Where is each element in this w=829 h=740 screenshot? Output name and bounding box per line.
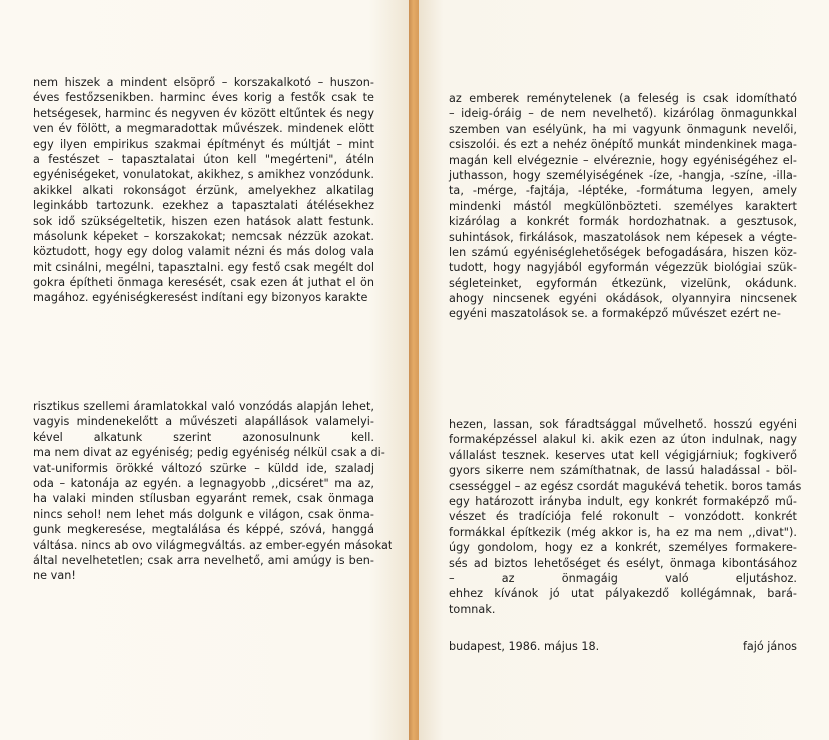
text-line: vagyis mindenekelőtt a művészeti alapállások valamelyi- xyxy=(33,415,374,429)
text-line: gyors sikerre nem számíthatnak, de lassú haladással - böl- xyxy=(449,464,797,478)
text-line: gunk megkeresése, megtalálása és képpé, szóvá, hanggá xyxy=(33,523,374,537)
text-line: egyéniségeket, vonulatokat, akikhez, s amikhez vonzódunk. xyxy=(33,168,374,182)
text-line: kével alkatunk szerint azonosulnunk kell. xyxy=(33,430,374,444)
text-line: len számú egyéniséglehetőségek befogadására, hiszen köz- xyxy=(449,245,797,259)
left-top-paragraph xyxy=(33,75,374,306)
text-line: formákkal építkezik (még akkor is, ha ez ma nem ,,divat"). xyxy=(449,525,797,539)
text-line: tudott, hogy nagyjából egyformán végezzük biológiai szük- xyxy=(449,261,797,275)
signature-line xyxy=(449,640,797,653)
text-line: leginkább tartozunk. ezekhez a tapasztalati átélésekhez xyxy=(33,199,374,213)
text-line: vat-uniformis örökké változó szürke – küldd ide, szaladj xyxy=(33,461,374,475)
text-line: – ideig-óráig – de nem nevelhető). kizárólag önmagunkkal xyxy=(449,107,797,121)
text-line: a festészet – tapasztalatai úton kell "megérteni", átéln xyxy=(33,152,374,166)
text-line: kizárólag a konkrét formák hordozhatnak. a gesztusok, xyxy=(449,215,797,229)
text-line: váltása. nincs ab ovo világmegváltás. az ember-egyén másokat xyxy=(33,538,393,552)
text-line: ta, -mérge, -fajtája, -léptéke, -formátuma legyen, amely xyxy=(449,184,797,198)
text-line: szemben van esélyünk, ha mi vagyunk önmagunk nevelői, xyxy=(449,122,797,136)
text-line: – az önmagáig való eljutáshoz. xyxy=(449,571,797,585)
text-line: gokra építheti önmaga keresését, csak ezen át juthat el ön xyxy=(33,276,374,290)
text-line: mindenki mástól megkülönbözteti. személyes karaktert xyxy=(449,199,797,213)
text-line: ne van! xyxy=(33,569,76,583)
author-name: fajó jános xyxy=(742,640,797,653)
text-line: suhintások, firkálások, maszatolások nem képesek a végte- xyxy=(449,230,797,244)
text-line: ven év fölött, a megmaradottak művészek. mindenek elött xyxy=(33,122,374,136)
text-line: hetségesek, harminc és negyven év között eltűntek és negy xyxy=(33,106,374,120)
book-spine xyxy=(409,0,419,740)
text-line: által nevelhetetlen; csak arra nevelhető, ami amúgy is ben- xyxy=(33,553,374,567)
text-line: sés ad biztos lehetőséget és esélyt, önmaga kibontásához xyxy=(449,556,797,570)
place-date: budapest, 1986. május 18. xyxy=(449,640,600,653)
text-line: vészet és tradíciója felé rokonult – vonzódott. konkrét xyxy=(449,510,797,524)
right-top-paragraph xyxy=(449,91,797,322)
text-line: ehhez kívánok jó utat pályakezdő kollégámnak, bará- xyxy=(449,587,797,601)
text-line: nincs sehol! nem lehet más dolgunk e világon, csak önma- xyxy=(33,507,374,521)
text-line: az emberek reménytelenek (a feleség is csak idomítható xyxy=(449,92,797,105)
text-line: csességgel – az egész csordát magukévá tehetik. boros tamás xyxy=(449,479,802,493)
text-line: oda – katonája az egyén. a legnagyobb ,,dicséret" ma az, xyxy=(33,476,374,490)
text-line: éves festőzsenikben. harminc éves korig a festők csak te xyxy=(33,91,374,105)
text-line: ma nem divat az egyéniség; pedig egyéniség nélkül csak a di- xyxy=(33,446,385,460)
text-line: úgy gondolom, hogy ez a konkrét, személyes formakere- xyxy=(449,541,797,555)
text-line: nem hiszek a mindent elsöprő – korszakalkotó – huszon- xyxy=(33,76,374,89)
text-line: tomnak. xyxy=(449,602,496,616)
text-line: vállalást tesznek. keserves utat kell végigjárniuk; fogkiverő xyxy=(449,448,797,462)
text-line: ahogy nincsenek egyéni okádások, olyannyira nincsenek xyxy=(449,292,797,306)
text-line: formaképzéssel alakul ki. akik ezen az úton indulnak, nagy xyxy=(449,433,797,447)
text-line: mit csinálni, megélni, tapasztalni. egy festő csak megélt dol xyxy=(33,260,374,274)
text-line: magán kell elvégeznie – elvéreznie, hogy egyéniségéhez el- xyxy=(449,153,797,167)
text-line: ségleteinket, egyformán étkezünk, vizelünk, okádunk. xyxy=(449,276,797,290)
text-line: juthasson, hogy személyiségének -íze, -hangja, -színe, -illa- xyxy=(449,168,797,182)
text-line: ha valaki minden stílusban egyaránt remek, csak önmaga xyxy=(33,492,374,506)
text-line: hezen, lassan, sok fáradtsággal művelhető. hosszú egyéni xyxy=(449,418,797,431)
text-line: egy ilyen empirikus szakmai építményt és múltját – mint xyxy=(33,137,374,151)
text-line: akikkel alkati rokonságot érzünk, amelyekhez alkatilag xyxy=(33,183,374,197)
text-line: magához. egyéniségkeresést indítani egy bizonyos karakte xyxy=(33,291,368,305)
left-bottom-paragraph xyxy=(33,399,393,584)
text-line: másolunk képeket – korszakokat; nemcsak nézzük azokat. xyxy=(33,229,374,243)
text-line: egy határozott irányba indult, egy konkrét formaképző mű- xyxy=(449,494,797,508)
text-line: risztikus szellemi áramlatokkal való vonzódás alapján lehet, xyxy=(33,400,374,413)
text-line: köztudott, hogy egy dolog valamit nézni és más dolog vala xyxy=(33,245,374,259)
text-line: egyéni maszatolások se. a formaképző művészet ezért ne- xyxy=(449,307,781,321)
right-bottom-paragraph xyxy=(449,417,802,617)
text-line: csiszolói. és ezt a nehéz önépítő munkát mindenkinek maga- xyxy=(449,138,797,152)
text-line: sok idő szükségeltetik, hiszen ezen hatások alatt festunk. xyxy=(33,214,374,228)
